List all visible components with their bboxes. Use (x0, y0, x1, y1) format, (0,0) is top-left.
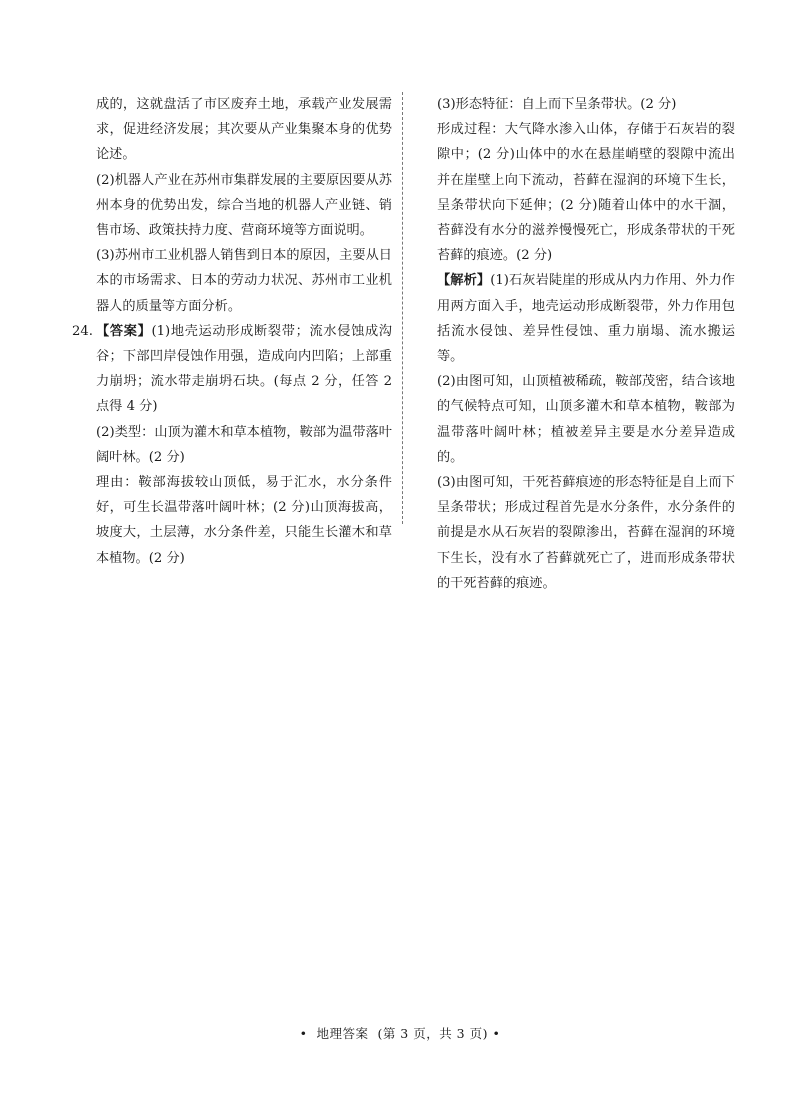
footer-page-number: (第 3 页，共 3 页) (377, 1026, 488, 1041)
analysis-part-1: (1)石灰岩陡崖的形成从内力作用、外力作用两方面入手，地壳运动形成断裂带，外力作用包括流水侵蚀、差异性侵蚀、重力崩塌、流水搬运等。 (437, 273, 735, 365)
analysis-label: 【解析】 (437, 273, 491, 289)
right-column (437, 92, 735, 596)
page-footer (0, 1024, 800, 1042)
left-paragraph-1: 成的，这就盘活了市区废弃土地，承载产业发展需求，促进经济发展；其次要从产业集聚本身的优势论述。 (96, 97, 392, 163)
right-paragraph-2: 形成过程：大气降水渗入山体，存储于石灰岩的裂隙中；(2 分)山体中的水在悬崖峭壁的裂隙中流出并在崖壁上向下流动，苔藓在湿润的环境下生长，呈条带状向下延伸；(2 分)随着山体中的水干涸，苔藓没有水分的滋养慢慢死亡，形成条带状的干死苔藓的痕迹。(2 分) (437, 122, 735, 264)
right-paragraph-1: (3)形态特征：自上而下呈条带状。(2 分) (437, 97, 677, 112)
question-24-answer (72, 319, 392, 571)
analysis-part-3: (3)由图可知，干死苔藓痕迹的形态特征是自上而下呈条带状；形成过程首先是水分条件，水分条件的前提是水从石灰岩的裂隙渗出，苔藓在湿润的环境下生长，没有水了苔藓就死亡了，进而形成条带状的干死苔藓的痕迹。 (437, 475, 735, 591)
column-divider (402, 92, 403, 524)
question-number: 24. (72, 323, 93, 339)
answer-label: 【答案】 (96, 323, 152, 339)
answer-part-2: (2)类型：山顶为灌木和草本植物，鞍部为温带落叶阔叶林。(2 分) (96, 424, 392, 465)
left-paragraph-3: (3)苏州市工业机器人销售到日本的原因，主要从日本的市场需求、日本的劳动力状况、苏州市工业机器人的质量等方面分析。 (96, 248, 392, 314)
answer-part-1: (1)地壳运动形成断裂带；流水侵蚀成沟谷；下部凹岸侵蚀作用强，造成向内凹陷；上部重力崩坍；流水带走崩坍石块。(每点 2 分，任答 2 点得 4 分) (96, 323, 392, 415)
left-column (72, 92, 392, 571)
analysis-part-2: (2)由图可知，山顶植被稀疏，鞍部茂密，结合该地的气候特点可知，山顶多灌木和草本植物，鞍部为温带落叶阔叶林；植被差异主要是水分差异造成的。 (437, 374, 735, 465)
footer-bullet-right: • (492, 1026, 501, 1041)
footer-title: 地理答案 (316, 1026, 369, 1041)
left-paragraph-2: (2)机器人产业在苏州市集群发展的主要原因要从苏州本身的优势出发，综合当地的机器人产业链、销售市场、政策扶持力度、营商环境等方面说明。 (96, 172, 392, 239)
footer-bullet-left: • (299, 1026, 308, 1041)
answer-part-3: 理由：鞍部海拔较山顶低，易于汇水，水分条件好，可生长温带落叶阔叶林；(2 分)山顶海拔高，坡度大，土层薄，水分条件差，只能生长灌木和草本植物。(2 分) (96, 475, 392, 566)
